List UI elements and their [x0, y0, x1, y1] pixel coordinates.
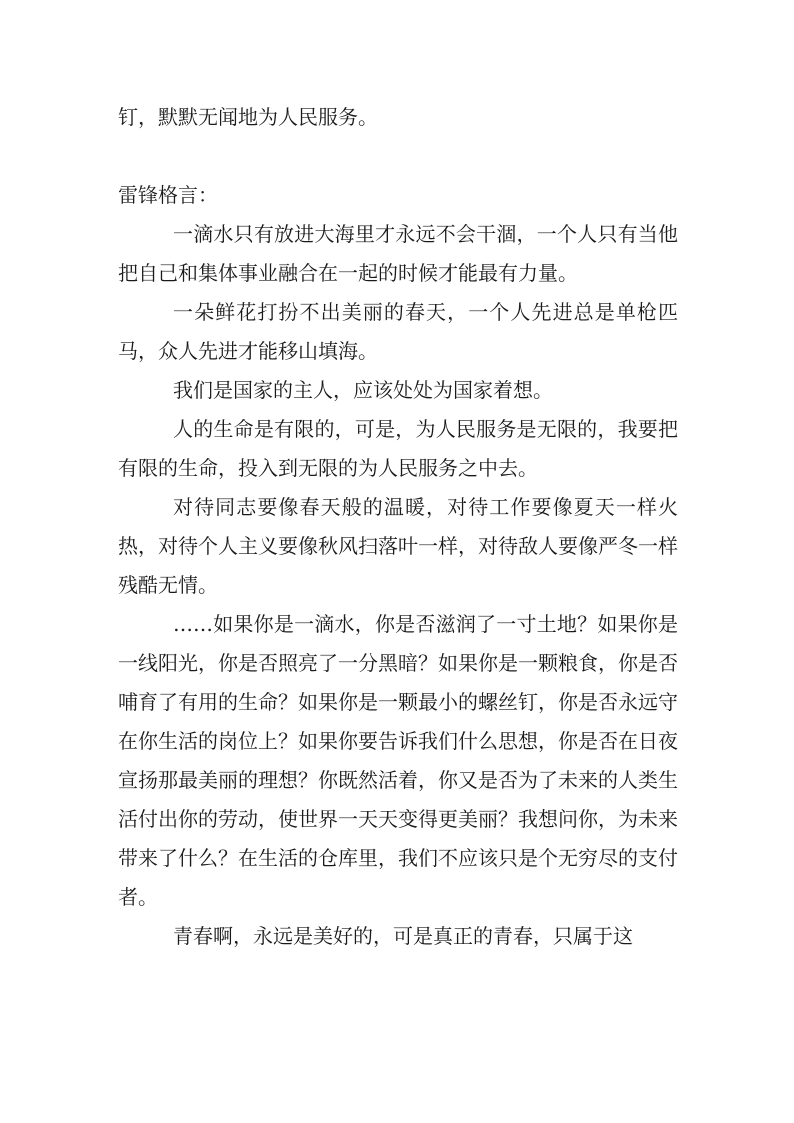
- quote-paragraph: 人的生命是有限的，可是，为人民服务是无限的，我要把有限的生命，投入到无限的为人民服务之中去。: [118, 417, 678, 480]
- quote-paragraph: 我们是国家的主人，应该处处为国家着想。: [173, 378, 553, 402]
- document-body: [118, 98, 678, 956]
- quote-paragraph: 对待同志要像春天般的温暖，对待工作要像夏天一样火热，对待个人主义要像秋风扫落叶一样，对待敌人要像严冬一样残酷无情。: [118, 495, 678, 597]
- continuation-paragraph: 钉，默默无闻地为人民服务。: [118, 105, 378, 129]
- quote-paragraph: 一滴水只有放进大海里才永远不会干涸，一个人只有当他把自己和集体事业融合在一起的时候才能最有力量。: [118, 222, 678, 285]
- quote-paragraph: 青春啊，永远是美好的，可是真正的青春，只属于这: [173, 924, 633, 948]
- quote-paragraph: ……如果你是一滴水，你是否滋润了一寸土地？如果你是一线阳光，你是否照亮了一分黑暗？如果你是一颗粮食，你是否哺育了有用的生命？如果你是一颗最小的螺丝钉，你是否永远守在你生活的岗位上？如果你要告诉我们什么思想，你是否在日夜宣扬那最美丽的理想？你既然活着，你又是否为了未来的人类生活付出你的劳动，使世界一天天变得更美丽？我想问你，为未来带来了什么？在生活的仓库里，我们不应该只是个无穷尽的支付者。: [118, 612, 678, 909]
- paragraph-gap: [118, 137, 678, 176]
- quote-paragraph: 一朵鲜花打扮不出美丽的春天，一个人先进总是单枪匹马，众人先进才能移山填海。: [118, 300, 678, 363]
- section-heading: 雷锋格言：: [118, 183, 218, 207]
